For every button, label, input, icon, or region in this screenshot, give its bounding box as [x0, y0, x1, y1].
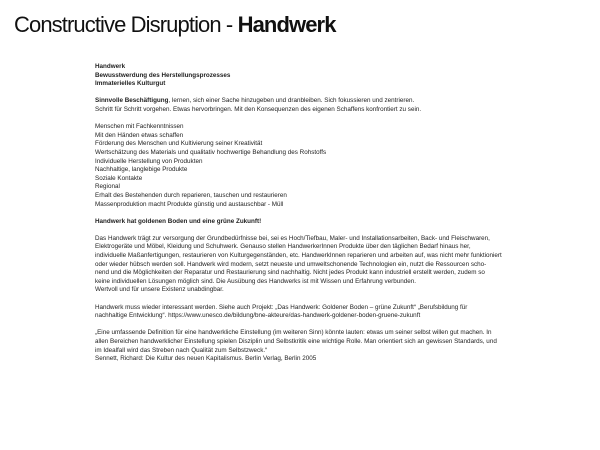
sinnvolle-lead: Sinnvolle Beschäftigung	[95, 97, 169, 105]
quote-line: „Eine umfassende Definition für eine handwerkliche Einstellung (im weiteren Sinn) könnte lauten: etwas um seiner selbst willen gut machen. In	[95, 329, 492, 337]
sinnvolle-line	[95, 97, 585, 106]
sinnvolle-rest: , lernen, sich einer Sache hinzugeben und dranbleiben. Sich fokussieren und zentrieren.	[168, 97, 415, 105]
paragraph-line-with-url: nachhaltige Entwicklung“. https://www.unesco.de/bildung/bne-akteure/das-handwerk-goldener-boden-gruene-zukunft	[95, 312, 421, 320]
page-title-topic: Handwerk	[237, 12, 336, 37]
quote-block	[95, 329, 585, 363]
intro-block	[95, 63, 585, 89]
list-item: Erhalt des Bestehenden durch reparieren, tauschen und restaurieren	[95, 191, 287, 199]
list-item: Regional	[95, 183, 120, 191]
intro-line: Bewusstwerdung des Herstellungsprozesses	[95, 71, 231, 79]
list-item: Massenproduktion macht Produkte günstig und austauschbar - Müll	[95, 200, 284, 208]
document-body	[95, 63, 585, 364]
page-title	[14, 14, 336, 36]
list-item: Mit den Händen etwas schaffen	[95, 131, 184, 139]
quote-line: allen Bereichen handwerklicher Einstellung spielen Disziplin und Selbstkritik eine wichtige Rolle. Man orientiert sich an gewissen Standards, und	[95, 338, 497, 345]
paragraph-line: Wertvoll und für unsere Existenz unabdingbar.	[95, 286, 224, 294]
sinnvolle-line: Schritt für Schritt vorgehen. Etwas hervorbringen. Mit den Konsequenzen des eigenen Schaffens konfrontiert zu sein.	[95, 105, 422, 113]
sinnvolle-block	[95, 97, 585, 114]
paragraph-project	[95, 304, 585, 321]
quote-citation: Sennett, Richard: Die Kultur des neuen Kapitalismus. Berlin Verlag, Berlin 2005	[95, 355, 317, 363]
section-heading: Handwerk hat goldenen Boden und eine grüne Zukunft!	[95, 217, 262, 225]
list-item: Nachhaltige, langlebige Produkte	[95, 166, 188, 174]
page-title-main: Constructive Disruption -	[14, 12, 233, 37]
paragraph-line: Elektrogeräte und Möbel, Kleidung und Schuhwerk. Genauso stellen HandwerkerInnen Produkte über den täglichen Bedarf hinaus her,	[95, 243, 471, 251]
paragraph-line: keine individuellen Lösungen möglich sind. Die Ausübung des Handwerks ist mit Wissen und Erfahrung verbunden.	[95, 277, 416, 285]
intro-line: Immaterielles Kulturgut	[95, 80, 166, 88]
aspects-list	[95, 123, 585, 209]
paragraph-line: oder wieder hübsch werden soll. Handwerk wird modern, setzt neueste und umweltschonende Technologien ein, nutzt die Ressourcen scho-	[95, 260, 487, 268]
paragraph-line: Das Handwerk trägt zur versorgung der Grundbedürfnisse bei, sei es Hoch/Tiefbau, Maler- und Installationsarbeiten, Back- und Fleischwaren,	[95, 234, 490, 242]
list-item: Wertschätzung des Materials und qualitativ hochwertige Behandlung des Rohstoffs	[95, 148, 327, 156]
paragraph-line: Handwerk muss wieder interessant werden. Siehe auch Projekt: „Das Handwerk: Goldener Boden – grüne Zukunft“ „Berufsbildung für	[95, 303, 468, 311]
paragraph-line: nend und die Möglichkeiten der Reparatur und Restaurierung sind nachhaltig. Nicht jedes Produkt kann industriell erstellt werden, zudem so	[95, 269, 485, 277]
list-item: Menschen mit Fachkenntnissen	[95, 123, 184, 131]
quote-line: im Idealfall wird das Streben nach Qualität zum Selbstzweck.“	[95, 346, 268, 354]
paragraph-craft	[95, 235, 585, 295]
list-item: Individuelle Herstellung von Produkten	[95, 157, 203, 165]
intro-line: Handwerk	[95, 63, 126, 70]
list-item: Soziale Kontakte	[95, 174, 143, 182]
list-item: Förderung des Menschen und Kultivierung seiner Kreativität	[95, 140, 263, 148]
paragraph-line: individuelle Maßanfertigungen, restaurieren von Kulturgegenständen, etc. HandwerkInnen reparieren und arbeiten auf, was nicht mehr funktioniert	[95, 252, 502, 260]
